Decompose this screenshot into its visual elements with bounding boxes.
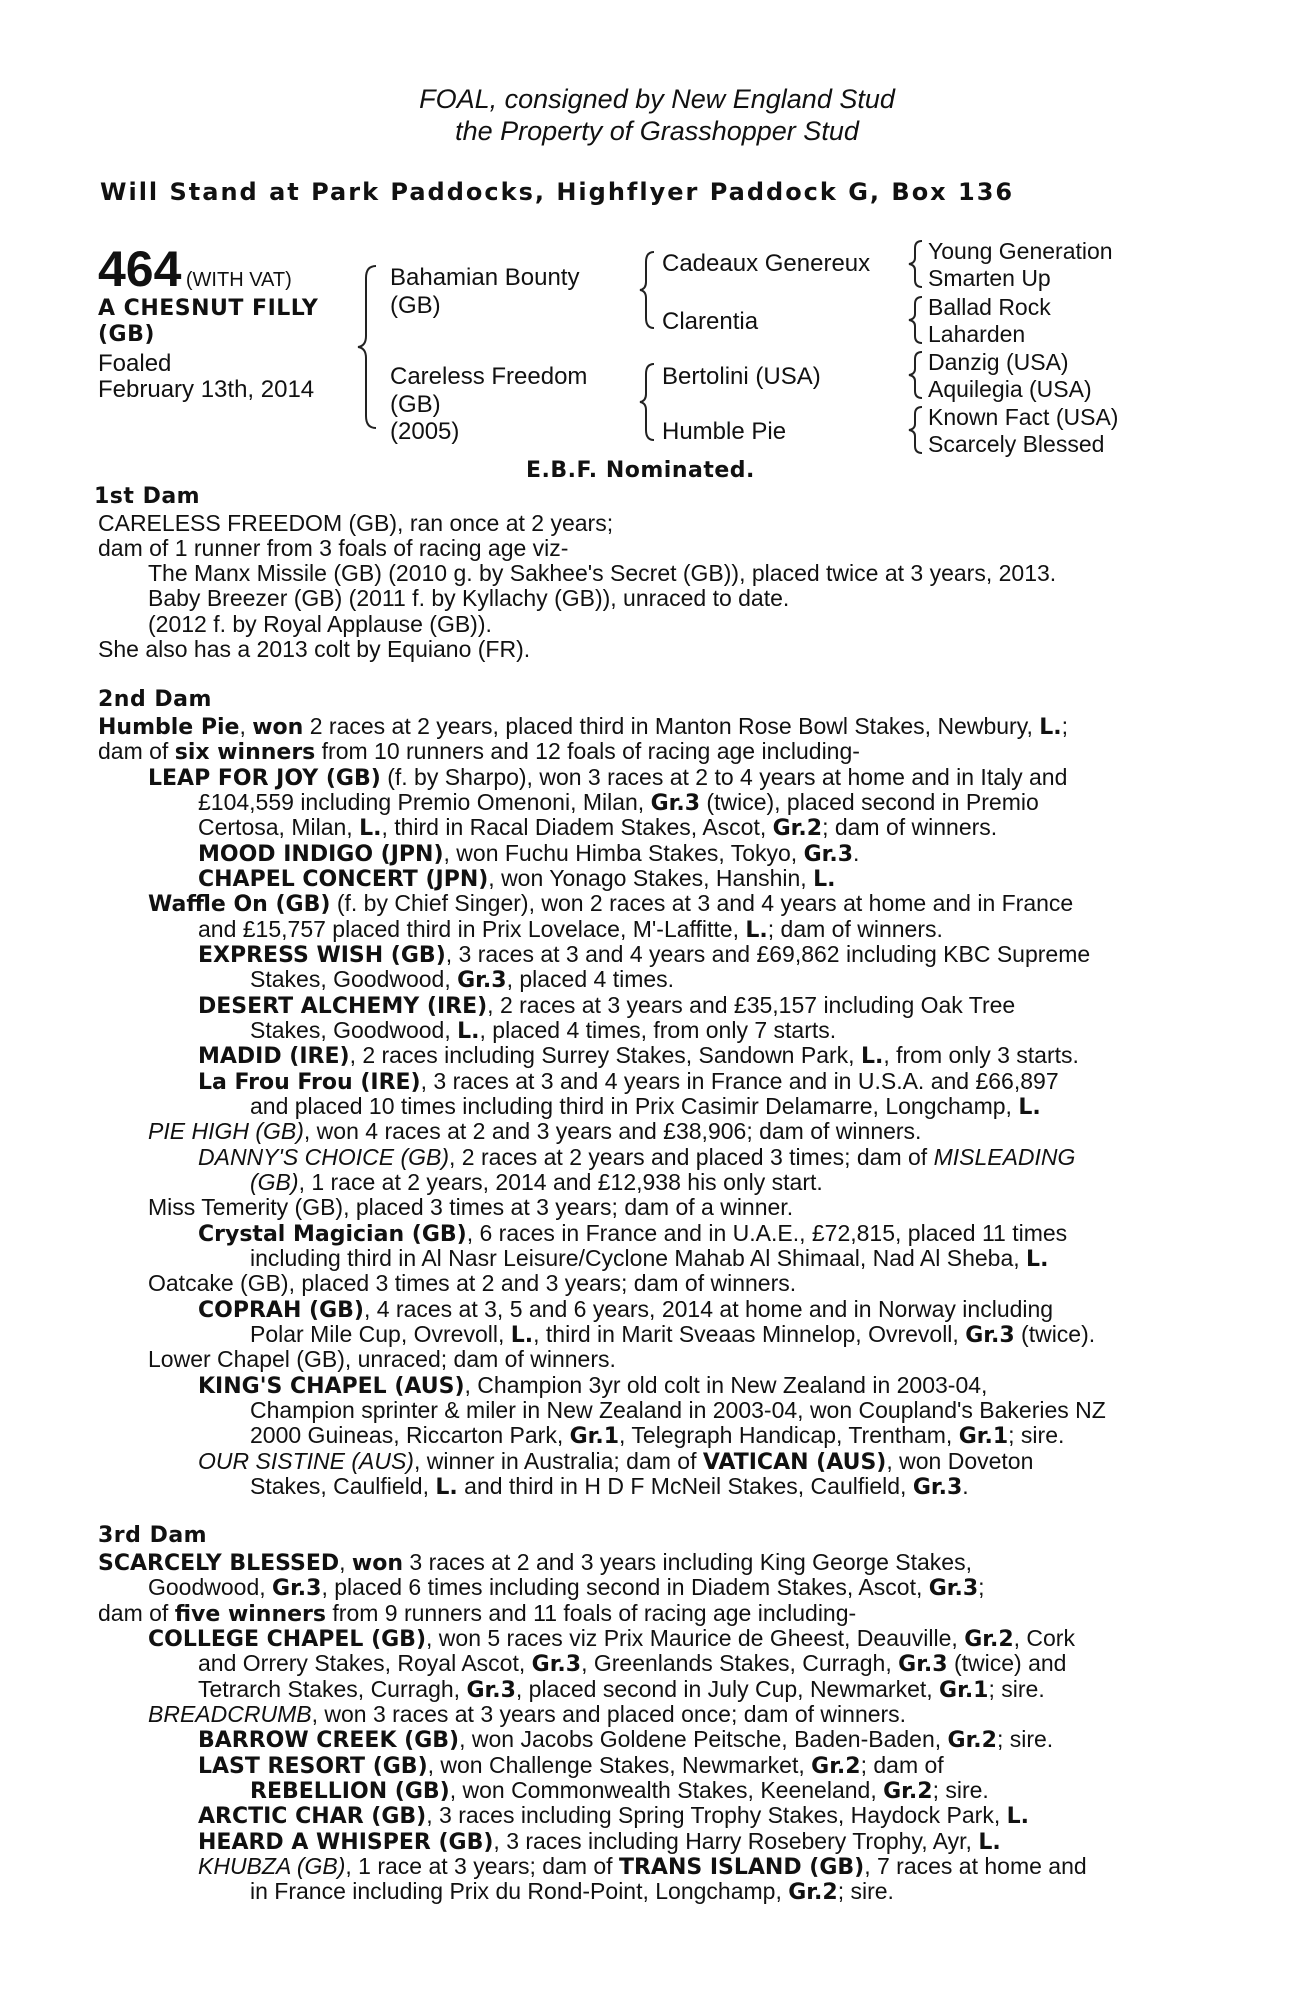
pedigree-line: EXPRESS WISH (GB), 3 races at 3 and 4 years and £69,862 including KBC Supreme bbox=[198, 941, 1091, 968]
pedigree-line: ARCTIC CHAR (GB), 3 races including Spring Trophy Stakes, Haydock Park, L. bbox=[198, 1802, 1030, 1829]
pedigree-line: £104,559 including Premio Omenoni, Milan, Gr.3 (twice), placed second in Premio bbox=[198, 789, 1039, 816]
pedigree-line: Stakes, Goodwood, L., placed 4 times, from only 7 starts. bbox=[250, 1017, 837, 1044]
pedigree-line: HEARD A WHISPER (GB), 3 races including Harry Rosebery Trophy, Ayr, L. bbox=[198, 1828, 1001, 1855]
pedigree-line: Miss Temerity (GB), placed 3 times at 3 years; dam of a winner. bbox=[148, 1194, 794, 1220]
dam-sire-dam: Aquilegia (USA) bbox=[928, 376, 1092, 402]
pedigree-line: in France including Prix du Rond-Point, Longchamp, Gr.2; sire. bbox=[250, 1878, 894, 1905]
pedigree-line: dam of five winners from 9 runners and 11 foals of racing age including- bbox=[98, 1600, 857, 1627]
stand-location: Will Stand at Park Paddocks, Highflyer Paddock G, Box 136 bbox=[100, 178, 1015, 206]
second-dam-heading: 2nd Dam bbox=[98, 687, 212, 712]
pedigree-brace-dam-parents bbox=[636, 360, 662, 444]
lot-description: A CHESNUT FILLY bbox=[98, 296, 319, 321]
ebf-nominated: E.B.F. Nominated. bbox=[526, 458, 755, 483]
first-dam-line: Baby Breezer (GB) (2011 f. by Kyllachy (GB)), unraced to date. bbox=[148, 585, 790, 611]
pedigree-line: COPRAH (GB), 4 races at 3, 5 and 6 years, 2014 at home and in Norway including bbox=[198, 1296, 1054, 1323]
lot-number: 464 bbox=[98, 241, 182, 297]
pedigree-line: (GB), 1 race at 2 years, 2014 and £12,938 his only start. bbox=[250, 1169, 823, 1195]
dam-dam-dam: Scarcely Blessed bbox=[928, 431, 1105, 457]
sire-dam-sire: Ballad Rock bbox=[928, 294, 1051, 320]
pedigree-line: Stakes, Caulfield, L. and third in H D F McNeil Stakes, Caulfield, Gr.3. bbox=[250, 1473, 969, 1500]
sire-sire-sire: Young Generation bbox=[928, 238, 1113, 264]
vat-note: (WITH VAT) bbox=[185, 269, 292, 291]
pedigree-line: Tetrarch Stakes, Curragh, Gr.3, placed second in July Cup, Newmarket, Gr.1; sire. bbox=[198, 1676, 1045, 1703]
pedigree-brace-3b bbox=[906, 294, 928, 346]
pedigree-line: and placed 10 times including third in Prix Casimir Delamarre, Longchamp, L. bbox=[250, 1093, 1041, 1120]
dam-dam-sire: Known Fact (USA) bbox=[928, 404, 1119, 430]
pedigree-brace-3d bbox=[906, 404, 928, 456]
pedigree-line: SCARCELY BLESSED, won 3 races at 2 and 3 years including King George Stakes, bbox=[98, 1549, 972, 1576]
pedigree-line: DANNY'S CHOICE (GB), 2 races at 2 years and placed 3 times; dam of MISLEADING bbox=[198, 1144, 1076, 1170]
pedigree-line: and £15,757 placed third in Prix Lovelace, M'-Laffitte, L.; dam of winners. bbox=[198, 916, 943, 943]
lot-description-country: (GB) bbox=[98, 322, 155, 347]
third-dam-heading: 3rd Dam bbox=[98, 1523, 208, 1548]
pedigree-line: Champion sprinter & miler in New Zealand in 2003-04, won Coupland's Bakeries NZ bbox=[250, 1397, 1106, 1423]
first-dam-heading: 1st Dam bbox=[94, 484, 201, 509]
sire-sire-dam: Smarten Up bbox=[928, 265, 1051, 291]
dam-sire-sire: Danzig (USA) bbox=[928, 349, 1069, 375]
first-dam-line: CARELESS FREEDOM (GB), ran once at 2 years; bbox=[98, 510, 614, 536]
first-dam-line: She also has a 2013 colt by Equiano (FR). bbox=[98, 636, 531, 662]
pedigree-line: DESERT ALCHEMY (IRE), 2 races at 3 years and £35,157 including Oak Tree bbox=[198, 992, 1016, 1019]
first-dam-line: dam of 1 runner from 3 foals of racing age viz- bbox=[98, 535, 569, 561]
lot-number-block bbox=[98, 241, 292, 297]
dam-name: Careless Freedom bbox=[390, 363, 588, 390]
pedigree-line: MOOD INDIGO (JPN), won Fuchu Himba Stakes, Tokyo, Gr.3. bbox=[198, 840, 860, 867]
pedigree-line: LEAP FOR JOY (GB) (f. by Sharpo), won 3 races at 2 to 4 years at home and in Italy and bbox=[148, 764, 1068, 791]
pedigree-brace-3a bbox=[906, 238, 928, 290]
pedigree-line: including third in Al Nasr Leisure/Cyclone Mahab Al Shimaal, Nad Al Sheba, L. bbox=[250, 1245, 1049, 1272]
pedigree-line: KING'S CHAPEL (AUS), Champion 3yr old colt in New Zealand in 2003-04, bbox=[198, 1372, 988, 1399]
pedigree-line: COLLEGE CHAPEL (GB), won 5 races viz Prix Maurice de Gheest, Deauville, Gr.2, Cork bbox=[148, 1625, 1075, 1652]
pedigree-line: CHAPEL CONCERT (JPN), won Yonago Stakes, Hanshin, L. bbox=[198, 865, 836, 892]
pedigree-line: REBELLION (GB), won Commonwealth Stakes, Keeneland, Gr.2; sire. bbox=[250, 1777, 989, 1804]
pedigree-line: Polar Mile Cup, Ovrevoll, L., third in Marit Sveaas Minnelop, Ovrevoll, Gr.3 (twice). bbox=[250, 1321, 1096, 1348]
pedigree-line: Crystal Magician (GB), 6 races in France and in U.A.E., £72,815, placed 11 times bbox=[198, 1220, 1068, 1247]
pedigree-line: dam of six winners from 10 runners and 12 foals of racing age including- bbox=[98, 738, 860, 765]
pedigree-brace-sire-dam bbox=[354, 262, 384, 432]
pedigree-line: Certosa, Milan, L., third in Racal Diadem Stakes, Ascot, Gr.2; dam of winners. bbox=[198, 814, 998, 841]
pedigree-line: La Frou Frou (IRE), 3 races at 3 and 4 years in France and in U.S.A. and £66,897 bbox=[198, 1068, 1059, 1095]
dam-dam: Humble Pie bbox=[662, 418, 787, 445]
consignor-line: FOAL, consigned by New England Stud bbox=[419, 84, 895, 114]
sire-dam: Clarentia bbox=[662, 308, 759, 335]
pedigree-line: BREADCRUMB, won 3 races at 3 years and placed once; dam of winners. bbox=[148, 1701, 907, 1727]
pedigree-line: Humble Pie, won 2 races at 2 years, placed third in Manton Rose Bowl Stakes, Newbury, L.; bbox=[98, 713, 1069, 740]
pedigree-line: PIE HIGH (GB), won 4 races at 2 and 3 years and £38,906; dam of winners. bbox=[148, 1118, 922, 1144]
pedigree-line: KHUBZA (GB), 1 race at 3 years; dam of TRANS ISLAND (GB), 7 races at home and bbox=[198, 1853, 1087, 1880]
sire-sire: Cadeaux Genereux bbox=[662, 250, 871, 277]
pedigree-line: 2000 Guineas, Riccarton Park, Gr.1, Telegraph Handicap, Trentham, Gr.1; sire. bbox=[250, 1422, 1065, 1449]
sire-country: (GB) bbox=[390, 292, 441, 319]
pedigree-brace-3c bbox=[906, 349, 928, 401]
first-dam-line: The Manx Missile (GB) (2010 g. by Sakhee's Secret (GB)), placed twice at 3 years, 2013. bbox=[148, 560, 1057, 586]
pedigree-line: Waffle On (GB) (f. by Chief Singer), won 2 races at 3 and 4 years at home and in France bbox=[148, 890, 1074, 917]
foaled-date: February 13th, 2014 bbox=[98, 376, 315, 403]
dam-sire: Bertolini (USA) bbox=[662, 363, 821, 390]
foaled-label: Foaled bbox=[98, 350, 172, 377]
owner-line: the Property of Grasshopper Stud bbox=[455, 116, 859, 146]
pedigree-line: OUR SISTINE (AUS), winner in Australia; dam of VATICAN (AUS), won Doveton bbox=[198, 1448, 1034, 1475]
pedigree-line: Goodwood, Gr.3, placed 6 times including second in Diadem Stakes, Ascot, Gr.3; bbox=[148, 1574, 985, 1601]
sire-name: Bahamian Bounty bbox=[390, 264, 580, 291]
pedigree-line: Oatcake (GB), placed 3 times at 2 and 3 years; dam of winners. bbox=[148, 1270, 797, 1296]
pedigree-line: MADID (IRE), 2 races including Surrey Stakes, Sandown Park, L., from only 3 starts. bbox=[198, 1042, 1079, 1069]
pedigree-line: Lower Chapel (GB), unraced; dam of winners. bbox=[148, 1346, 616, 1372]
pedigree-line: BARROW CREEK (GB), won Jacobs Goldene Peitsche, Baden-Baden, Gr.2; sire. bbox=[198, 1726, 1054, 1753]
pedigree-line: and Orrery Stakes, Royal Ascot, Gr.3, Greenlands Stakes, Curragh, Gr.3 (twice) and bbox=[198, 1650, 1067, 1677]
pedigree-line: Stakes, Goodwood, Gr.3, placed 4 times. bbox=[250, 966, 675, 993]
pedigree-line: LAST RESORT (GB), won Challenge Stakes, Newmarket, Gr.2; dam of bbox=[198, 1752, 944, 1779]
pedigree-brace-sire-parents bbox=[636, 248, 662, 332]
sire-dam-dam: Laharden bbox=[928, 321, 1026, 347]
first-dam-line: (2012 f. by Royal Applause (GB)). bbox=[148, 611, 492, 637]
dam-year: (2005) bbox=[390, 418, 460, 445]
dam-country: (GB) bbox=[390, 391, 441, 418]
